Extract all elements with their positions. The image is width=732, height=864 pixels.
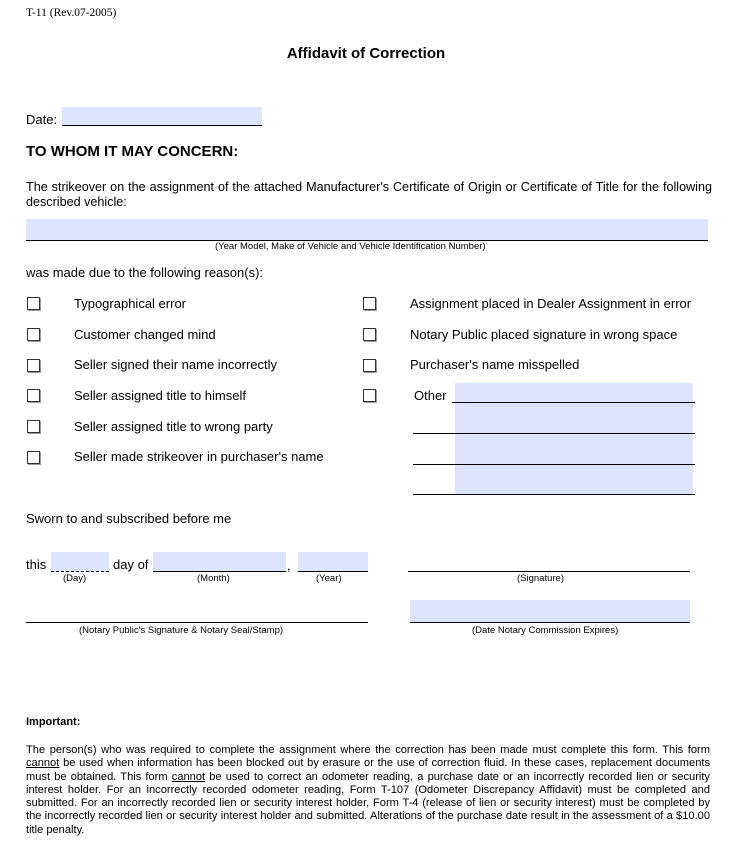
- other-line-1[interactable]: [452, 383, 695, 403]
- reason-label: Seller assigned title to himself: [74, 388, 246, 403]
- other-label: Other: [414, 388, 447, 403]
- month-field[interactable]: [153, 552, 286, 572]
- commission-caption: (Date Notary Commission Expires): [472, 625, 619, 636]
- date-label: Date:: [26, 112, 58, 127]
- vehicle-field[interactable]: [26, 219, 708, 241]
- signature-caption: (Signature): [517, 573, 564, 584]
- heading: TO WHOM IT MAY CONCERN:: [26, 143, 239, 160]
- commission-field[interactable]: [410, 600, 690, 623]
- sworn-text: Sworn to and subscribed before me: [26, 511, 232, 526]
- reason-label: Typographical error: [74, 296, 186, 311]
- checkbox-seller-signed-incorrectly[interactable]: [27, 359, 40, 372]
- other-line-3[interactable]: [413, 445, 695, 465]
- signature-line[interactable]: [408, 552, 690, 572]
- month-caption: (Month): [197, 573, 230, 584]
- day-of-label: day of: [113, 557, 149, 572]
- important-heading: Important:: [26, 716, 81, 728]
- other-line-2[interactable]: [413, 414, 695, 434]
- checkbox-seller-assigned-himself[interactable]: [27, 389, 40, 402]
- checkbox-typographical-error[interactable]: [27, 297, 40, 310]
- reason-label: Purchaser's name misspelled: [410, 357, 580, 372]
- date-field[interactable]: [62, 107, 262, 126]
- other-line-4[interactable]: [413, 475, 695, 495]
- checkbox-dealer-assignment-error[interactable]: [363, 297, 376, 310]
- year-field[interactable]: [298, 552, 368, 572]
- important-text: The person(s) who was required to complete the assignment where the correction has been made must complete this form. This form cannot be used when information has been blocked out by erasure or the use of correction fluid. In these cases, replacement documents must be obtained. This form cannot be used to correct an odometer reading, a purchase date or an incorrectly recorded lien or security interest holder. For an incorrectly recorded odometer reading, Form T-107 (Odometer Discrepancy Affidavit) must be completed and submitted. For an incorrectly recorded lien or security interest holder, Form T-4 (release of lien or security interest) must be completed by the incorrectly recorded lien or security interest holder and submitted. Alterations of the purchase date result in the assessment of a $10.00 title penalty.: [26, 744, 710, 836]
- page-title: Affidavit of Correction: [286, 45, 446, 62]
- form-id: T-11 (Rev.07-2005): [26, 7, 117, 19]
- checkbox-notary-wrong-space[interactable]: [363, 328, 376, 341]
- notary-caption: (Notary Public's Signature & Notary Seal/Stamp): [79, 625, 284, 636]
- checkbox-customer-changed-mind[interactable]: [27, 328, 40, 341]
- comma: ,: [287, 558, 291, 573]
- intro-paragraph: The strikeover on the assignment of the attached Manufacturer's Certificate of Origin or Certificate of Title for the following described vehicle:: [26, 180, 712, 209]
- day-caption: (Day): [63, 573, 87, 584]
- reason-label: Customer changed mind: [74, 327, 216, 342]
- reason-label: Seller assigned title to wrong party: [74, 419, 273, 434]
- day-field[interactable]: [51, 552, 109, 572]
- this-label: this: [26, 557, 47, 572]
- reason-label: Seller signed their name incorrectly: [74, 357, 278, 372]
- reason-label: Seller made strikeover in purchaser's name: [74, 449, 324, 464]
- reason-label: Assignment placed in Dealer Assignment in error: [410, 296, 692, 311]
- checkbox-seller-strikeover[interactable]: [27, 451, 40, 464]
- reason-label: Notary Public placed signature in wrong space: [410, 327, 678, 342]
- checkbox-seller-assigned-wrong-party[interactable]: [27, 420, 40, 433]
- year-caption: (Year): [316, 573, 342, 584]
- vehicle-caption: (Year Model, Make of Vehicle and Vehicle Identification Number): [215, 241, 486, 252]
- checkbox-other[interactable]: [363, 389, 376, 402]
- checkbox-purchaser-misspelled[interactable]: [363, 359, 376, 372]
- reason-intro: was made due to the following reason(s):: [26, 265, 264, 280]
- notary-signature-line[interactable]: [26, 603, 368, 623]
